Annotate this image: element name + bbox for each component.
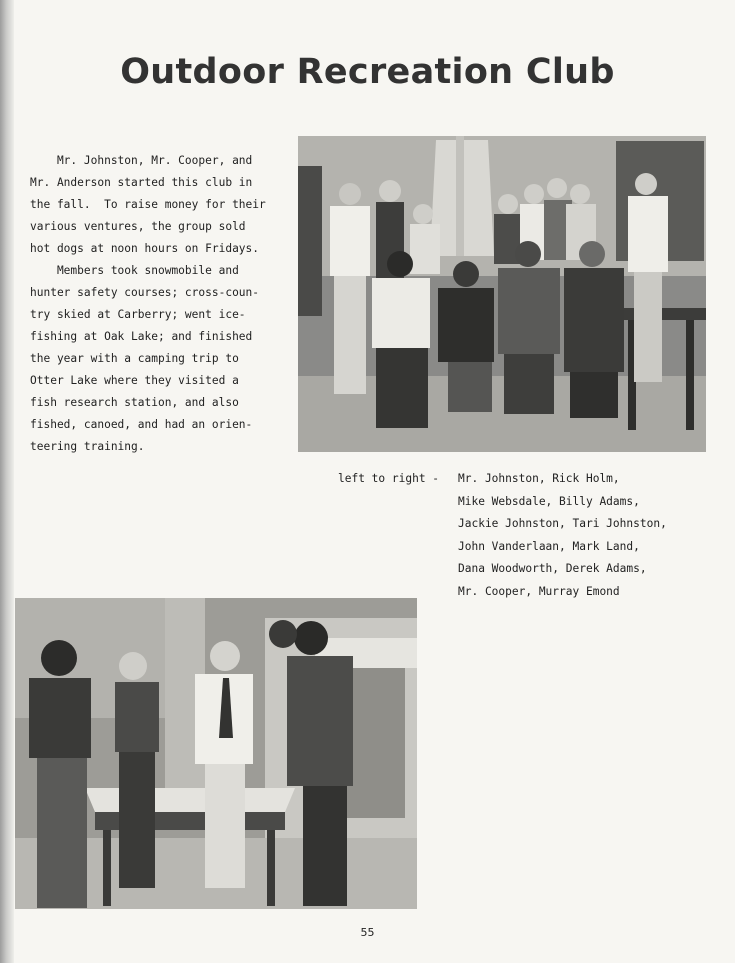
article-body [30,150,298,458]
page-title: Outdoor Recreation Club [120,52,615,92]
article-line: fish research station, and also [30,396,239,409]
article-line: teering training. [30,440,145,453]
caption-line: Dana Woodworth, Derek Adams, [458,562,647,575]
book-binding-shadow [0,0,14,963]
article-line: Mr. Anderson started this club in [30,176,253,189]
hot-dog-sale-photo [15,598,417,909]
page-number: 55 [360,926,375,939]
article-line: Mr. Johnston, Mr. Cooper, and [30,154,253,167]
article-line: Otter Lake where they visited a [30,374,239,387]
article-line: try skied at Carberry; went ice- [30,308,246,321]
article-line: hot dogs at noon hours on Fridays. [30,242,260,255]
caption-names [458,468,667,603]
caption-line: Mr. Johnston, Rick Holm, [458,472,620,485]
caption-line: Jackie Johnston, Tari Johnston, [458,517,667,530]
article-line: various ventures, the group sold [30,220,246,233]
article-line: the year with a camping trip to [30,352,239,365]
caption-line: John Vanderlaan, Mark Land, [458,539,640,553]
article-line: the fall. To raise money for their [30,198,266,211]
caption-lead: left to right - [338,472,440,485]
article-line: Members took snowmobile and [30,264,239,277]
caption-line: Mr. Cooper, Murray Emond [458,584,620,598]
article-line: fished, canoed, and had an orien- [30,418,253,431]
article-line: fishing at Oak Lake; and finished [30,330,253,343]
club-group-photo [298,136,706,452]
article-line: hunter safety courses; cross-coun- [30,286,260,299]
caption-line: Mike Websdale, Billy Adams, [458,494,640,508]
